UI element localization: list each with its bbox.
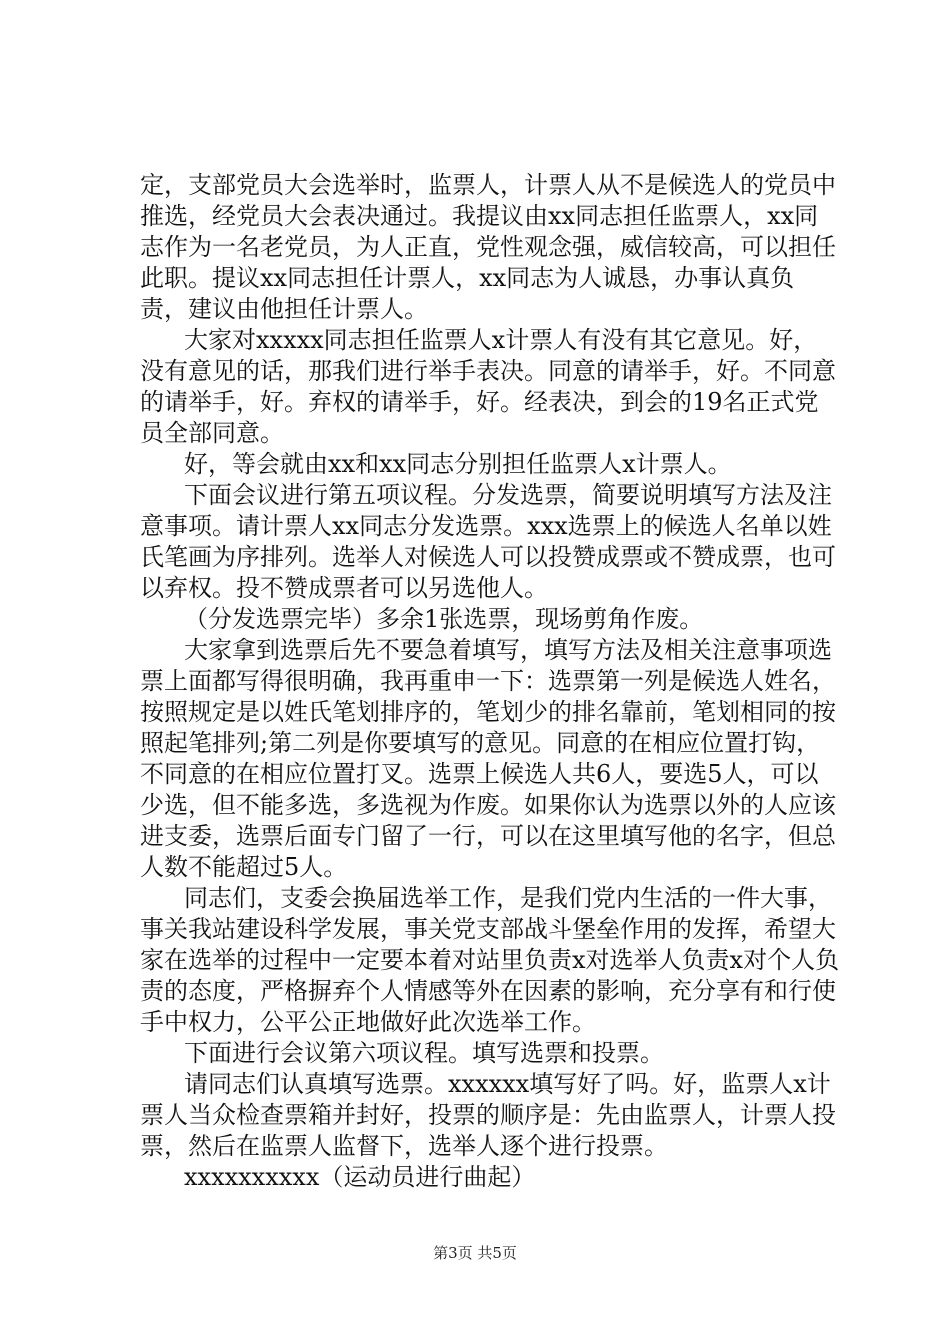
paragraph: 好，等会就由xx和xx同志分别担任监票人x计票人。 [184,450,732,478]
paragraph: xxxxxxxxxx（运动员进行曲起） [184,1163,536,1191]
paragraph: （分发选票完毕）多余1张选票，现场剪角作废。 [184,605,704,633]
paragraph: 大家对xxxxx同志担任监票人x计票人有没有其它意见。好，没有意见的话，那我们进行举手表决。同意的请举手，好。不同意的请举手，好。弃权的请举手，好。经表决，到会的19名正式党员全部同意。 [140,326,836,447]
page-number-footer: 第3页 共5页 [433,1244,517,1262]
paragraph-continuation: 定，支部党员大会选举时，监票人，计票人从不是候选人的党员中推选，经党员大会表决通过。我提议由xx同志担任监票人，xx同志作为一名老党员，为人正直，党性观念强，威信较高，可以担任此职。提议xx同志担任计票人，xx同志为人诚恳，办事认真负责，建议由他担任计票人。 [140,171,836,323]
paragraph: 下面会议进行第五项议程。分发选票，简要说明填写方法及注意事项。请计票人xx同志分发选票。xxx选票上的候选人名单以姓氏笔画为序排列。选举人对候选人可以投赞成票或不赞成票，也可以弃权。投不赞成票者可以另选他人。 [140,481,836,602]
paragraph: 请同志们认真填写选票。xxxxxx填写好了吗。好，监票人x计票人当众检查票箱并封好，投票的顺序是：先由监票人，计票人投票，然后在监票人监督下，选举人逐个进行投票。 [140,1070,836,1160]
paragraph: 大家拿到选票后先不要急着填写，填写方法及相关注意事项选票上面都写得很明确，我再重申一下：选票第一列是候选人姓名，按照规定是以姓氏笔划排序的，笔划少的排名靠前，笔划相同的按照起笔排列;第二列是你要填写的意见。同意的在相应位置打钩，不同意的在相应位置打叉。选票上候选人共6人，要选5人，可以少选，但不能多选，多选视为作废。如果你认为选票以外的人应该进支委，选票后面专门留了一行，可以在这里填写他的名字，但总人数不能超过5人。 [140,636,836,881]
paragraph: 下面进行会议第六项议程。填写选票和投票。 [184,1039,664,1067]
document-body [140,170,840,1193]
paragraph: 同志们，支委会换届选举工作，是我们党内生活的一件大事，事关我站建设科学发展，事关党支部战斗堡垒作用的发挥，希望大家在选举的过程中一定要本着对站里负责x对选举人负责x对个人负责的态度，严格摒弃个人情感等外在因素的影响，充分享有和行使手中权力，公平公正地做好此次选举工作。 [140,884,840,1036]
